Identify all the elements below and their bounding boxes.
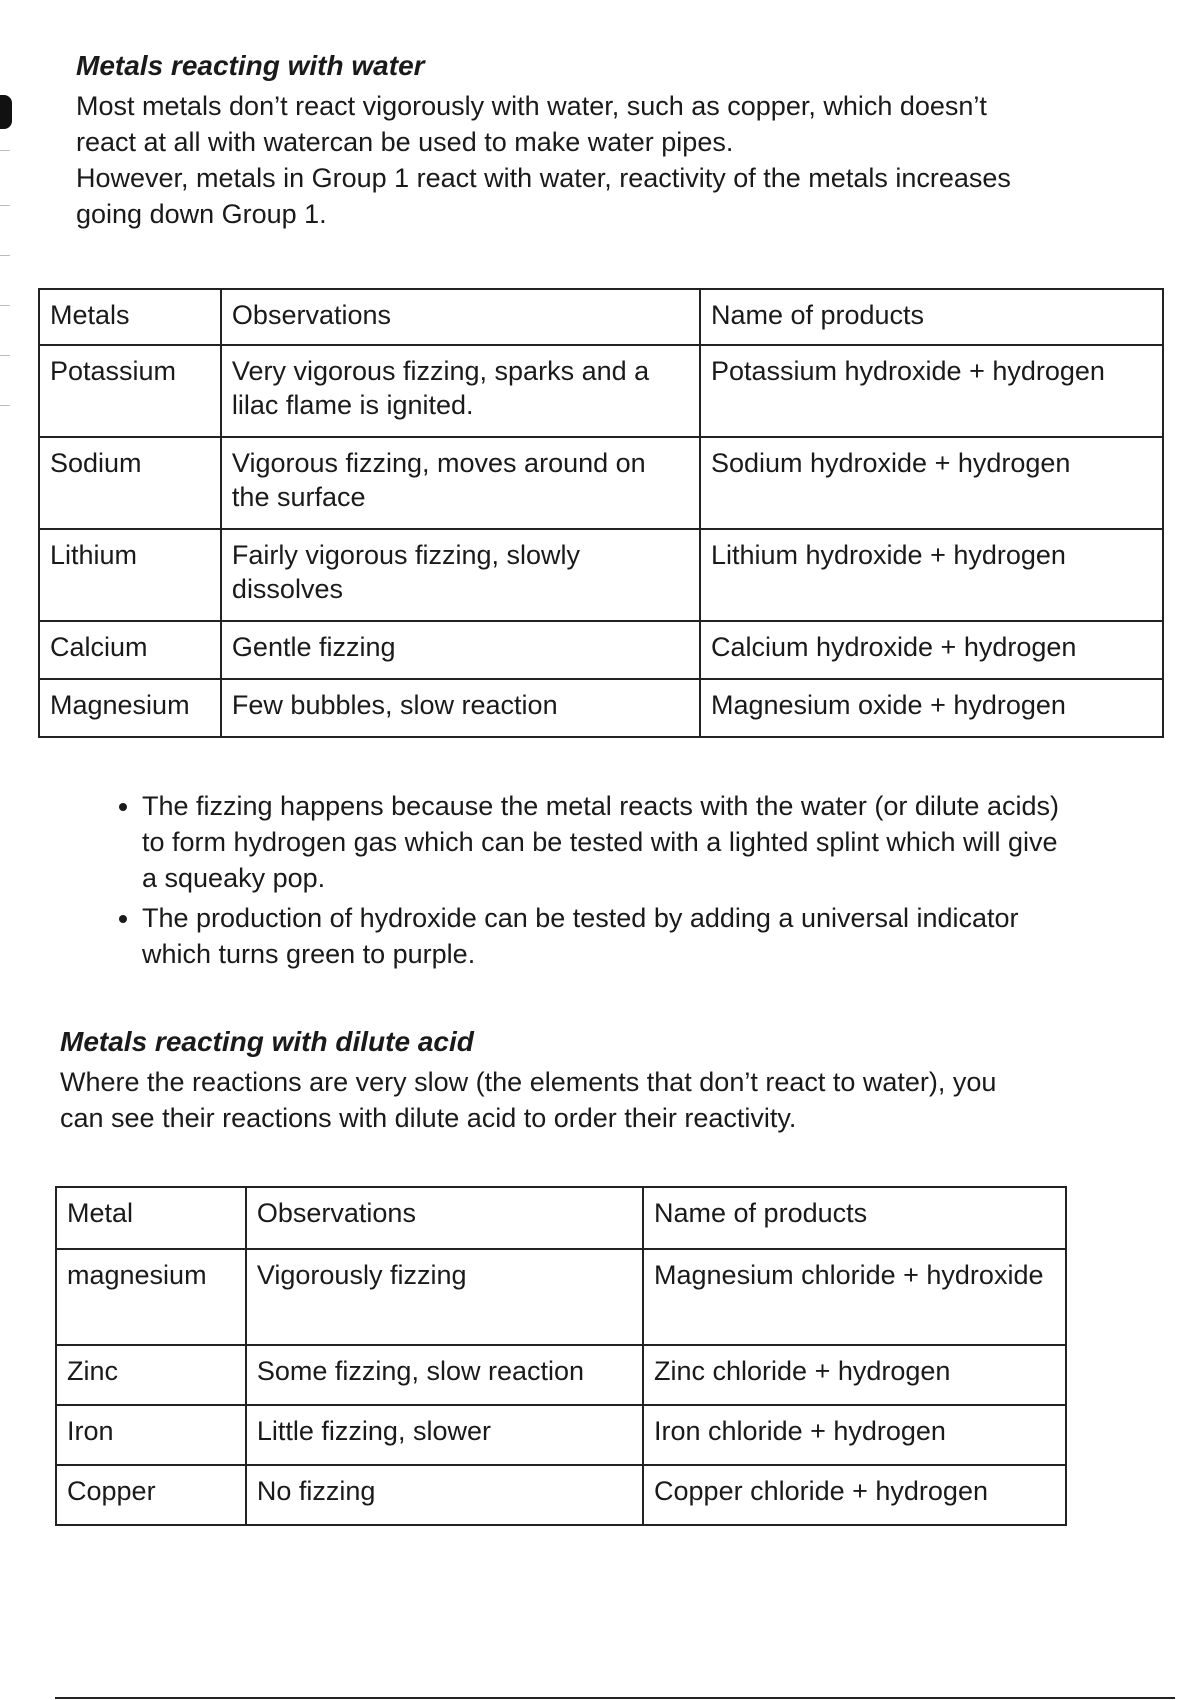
observation-cell: Fairly vigorous fizzing, slowly dissolves <box>221 529 700 621</box>
bullet-item: • The production of hydroxide can be tested by adding a universal indicator which turns green to purple. <box>142 900 1062 972</box>
margin-mark-blob <box>0 95 12 129</box>
metal-cell: magnesium <box>56 1249 246 1345</box>
metal-cell: Iron <box>56 1405 246 1465</box>
table-header-row <box>39 289 1163 345</box>
water-section <box>76 50 1156 232</box>
margin-tick <box>0 355 10 356</box>
paragraph-line: going down Group 1. <box>76 199 327 229</box>
acid-heading: Metals reacting with dilute acid <box>60 1026 474 1057</box>
margin-tick <box>0 205 10 206</box>
water-paragraph <box>76 88 1156 232</box>
table-row <box>56 1249 1066 1345</box>
acid-section <box>60 1026 1150 1136</box>
products-cell: Potassium hydroxide + hydrogen <box>700 345 1163 437</box>
margin-tick <box>0 405 10 406</box>
paragraph-line: react at all with watercan be used to make water pipes. <box>76 127 734 157</box>
products-cell: Sodium hydroxide + hydrogen <box>700 437 1163 529</box>
header-cell: Observations <box>221 289 700 345</box>
acid-reaction-table <box>55 1186 1067 1526</box>
metal-cell: Lithium <box>39 529 221 621</box>
acid-paragraph <box>60 1064 1150 1136</box>
observation-cell: No fizzing <box>246 1465 643 1525</box>
water-heading: Metals reacting with water <box>76 50 425 81</box>
bullet-list <box>102 788 1062 972</box>
table-row <box>56 1465 1066 1525</box>
bottom-divider <box>55 1697 1175 1699</box>
metal-cell: Zinc <box>56 1345 246 1405</box>
paragraph-line: However, metals in Group 1 react with water, reactivity of the metals increases <box>76 163 1011 193</box>
table-row <box>39 621 1163 679</box>
header-cell: Metals <box>39 289 221 345</box>
metal-cell: Copper <box>56 1465 246 1525</box>
products-cell: Zinc chloride + hydrogen <box>643 1345 1066 1405</box>
products-cell: Iron chloride + hydrogen <box>643 1405 1066 1465</box>
observation-cell: Vigorously fizzing <box>246 1249 643 1345</box>
table-header-row <box>56 1187 1066 1249</box>
paragraph-line: can see their reactions with dilute acid to order their reactivity. <box>60 1103 797 1133</box>
table-row <box>39 345 1163 437</box>
table-row <box>56 1405 1066 1465</box>
products-cell: Magnesium oxide + hydrogen <box>700 679 1163 737</box>
observation-cell: Gentle fizzing <box>221 621 700 679</box>
paragraph-line: Most metals don’t react vigorously with water, such as copper, which doesn’t <box>76 91 987 121</box>
metal-cell: Calcium <box>39 621 221 679</box>
products-cell: Copper chloride + hydrogen <box>643 1465 1066 1525</box>
metal-cell: Potassium <box>39 345 221 437</box>
paragraph-line: Where the reactions are very slow (the elements that don’t react to water), you <box>60 1067 997 1097</box>
table-row <box>39 679 1163 737</box>
observation-cell: Very vigorous fizzing, sparks and a lilac flame is ignited. <box>221 345 700 437</box>
margin-tick <box>0 255 10 256</box>
header-cell: Name of products <box>643 1187 1066 1249</box>
water-reaction-table <box>38 288 1164 738</box>
table-row <box>39 437 1163 529</box>
metal-cell: Sodium <box>39 437 221 529</box>
observation-cell: Vigorous fizzing, moves around on the surface <box>221 437 700 529</box>
table-row <box>39 529 1163 621</box>
table-row <box>56 1345 1066 1405</box>
products-cell: Lithium hydroxide + hydrogen <box>700 529 1163 621</box>
bullet-list-wrap <box>102 788 1062 976</box>
header-cell: Name of products <box>700 289 1163 345</box>
margin-tick <box>0 305 10 306</box>
products-cell: Magnesium chloride + hydroxide <box>643 1249 1066 1345</box>
header-cell: Metal <box>56 1187 246 1249</box>
metal-cell: Magnesium <box>39 679 221 737</box>
margin-tick <box>0 150 10 151</box>
observation-cell: Some fizzing, slow reaction <box>246 1345 643 1405</box>
header-cell: Observations <box>246 1187 643 1249</box>
bullet-item: • The fizzing happens because the metal reacts with the water (or dilute acids) to form hydrogen gas which can be tested with a lighted splint which will give a squeaky pop. <box>142 788 1062 896</box>
water-table-wrap <box>38 288 1164 738</box>
products-cell: Calcium hydroxide + hydrogen <box>700 621 1163 679</box>
acid-table-wrap <box>55 1186 1067 1526</box>
observation-cell: Little fizzing, slower <box>246 1405 643 1465</box>
observation-cell: Few bubbles, slow reaction <box>221 679 700 737</box>
